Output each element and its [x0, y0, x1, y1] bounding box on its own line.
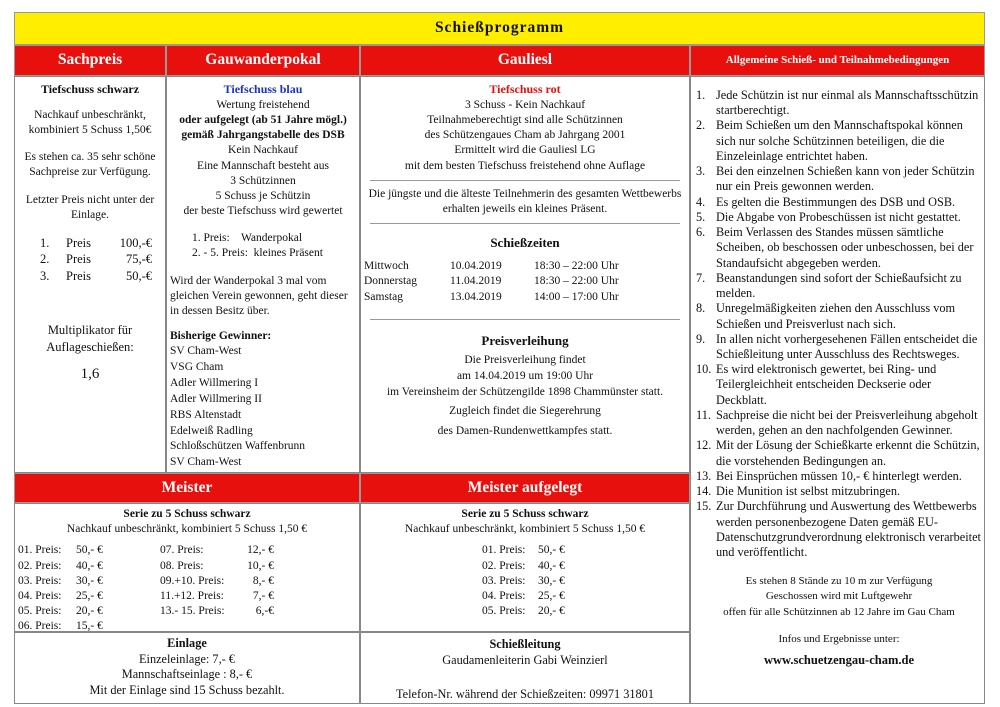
time: 18:30 – 22:00 Uhr [534, 275, 619, 288]
staende-info [696, 574, 982, 620]
rules-content [696, 88, 982, 669]
prize-value: 30,- € [76, 574, 103, 587]
schiesszeit-row [364, 274, 688, 289]
rule-item: 4. Es gelten die Bestimmungen des DSB und OSB. [696, 194, 956, 209]
page-title: Schießprogramm [14, 12, 985, 45]
prize-row [18, 589, 160, 604]
multiplikator-value: 1,6 [80, 366, 100, 383]
prize-row [18, 543, 160, 558]
einlage-line: Mannschaftseinlage : 8,- € [121, 667, 253, 682]
prize-value: 15,- € [76, 620, 103, 633]
rule-item: 8. Unregelmäßigkeiten ziehen den Ausschluss vom Schießen und Preisverlust nach sich. [696, 301, 982, 331]
prize-row [160, 543, 320, 558]
gauwanderpokal-prize-2: 2. - 5. Preis: kleines Präsent [192, 247, 323, 260]
winner-item: VSG Cham [170, 361, 224, 374]
day: Donnerstag [364, 275, 418, 288]
prize-label: 03. Preis: [482, 574, 526, 587]
prize-row [160, 559, 320, 574]
sachpreis-prizes [16, 235, 164, 285]
rules-list [696, 88, 982, 560]
winners-heading: Bisherige Gewinner: [170, 330, 272, 343]
prize-row [160, 574, 320, 589]
preis-line: Die Preisverleihung findet [464, 353, 586, 366]
prize-label: 07. Preis: [160, 544, 204, 557]
prize-value: 25,- € [76, 589, 103, 602]
prize-row [40, 251, 164, 268]
staende-line: offen für alle Schützinnen ab 12 Jahre im Gau Cham [723, 605, 955, 618]
rule-text: Zur Durchführung und Auswertung des Wettbewerbs werden personenbezogene Daten gemäß EU-Datenschutzgrundverordnung elektronisch verarbeitet und veröffentlicht. [716, 499, 981, 560]
rule-text: Mit der Lösung der Schießkarte erkennt die Schützin, die vorstehenden Bedingungen an. [716, 438, 980, 468]
multiplikator-label: Multiplikator für Auflageschießen: [46, 323, 134, 354]
rule-item: 3. Bei den einzelnen Schießen kann von jeder Schützin nur ein Preis gewonnen werden. [696, 164, 982, 194]
prize-number: 1. [40, 235, 50, 250]
prize-row [160, 604, 320, 619]
schiesszeiten-heading: Schießzeiten [490, 235, 560, 251]
rule-item: 5. Die Abgabe von Probeschüssen ist nicht gestattet. [696, 209, 961, 224]
rule-item: 1. Jede Schützin ist nur einmal als Mannschaftsschützin startberechtigt. [696, 88, 982, 118]
prize-value: 40,- € [538, 559, 565, 572]
rule-item: 10. Es wird elektronisch gewertet, bei Ring- und Teilergleichheit entscheiden Deckserie oder Deckblatt. [696, 362, 982, 408]
winner-item: Adler Willmering I [170, 376, 259, 389]
staende-line: Es stehen 8 Stände zu 10 m zur Verfügung [745, 575, 933, 588]
website-link[interactable]: www.schuetzengau-cham.de [764, 653, 914, 668]
rule-text: Es gelten die Bestimmungen des DSB und OSB. [716, 194, 956, 209]
prize-label: 06. Preis: [18, 620, 62, 633]
prize-label: Preis [66, 235, 91, 250]
schiesszeit-row [364, 290, 688, 305]
sachpreis-text-1: Nachkauf unbeschränkt, kombiniert 5 Schuss 1,50€ [28, 108, 152, 136]
prize-value: 100,-€ [119, 235, 152, 250]
meister-aufgelegt-heading: Serie zu 5 Schuss schwarz [461, 508, 589, 520]
schiesszeiten-table [362, 259, 688, 305]
rule-text: Beanstandungen sind sofort der Schießaufsicht zu melden. [716, 270, 962, 301]
header-bedingungen: Allgemeine Schieß- und Teilnahmebedingungen [690, 45, 985, 76]
prize-label: 02. Preis: [482, 559, 526, 572]
gauliesl-line-3: des Schützengaues Cham ab Jahrgang 2001 [424, 129, 626, 142]
schiessleitung-line: Gaudamenleiterin Gabi Weinzierl [442, 653, 608, 668]
gauwanderpokal-note: Wird der Wanderpokal 3 mal vom gleichen Verein gewonnen, geht dieser in dessen Besitz über. [170, 274, 348, 317]
sachpreis-text-2: Es stehen ca. 35 sehr schöne Sachpreise zur Verfügung. [24, 151, 156, 179]
einlage-content [16, 636, 358, 699]
staende-line: Geschossen wird mit Luftgewehr [765, 590, 913, 603]
divider [370, 180, 680, 181]
prize-value: 8,- € [252, 574, 274, 587]
prize-value: 50,- € [538, 544, 565, 557]
schiessleitung-phone: Telefon-Nr. während der Schießzeiten: 09971 31801 [396, 687, 654, 702]
prize-value: 50,-€ [125, 268, 152, 283]
einlage-heading: Einlage [167, 636, 207, 650]
meister-content [16, 507, 358, 634]
rule-text: Unregelmäßigkeiten ziehen den Ausschluss vom Schießen und Preisverlust nach sich. [716, 301, 956, 331]
prize-label: 01. Preis: [18, 544, 62, 557]
prize-label: 11.+12. Preis: [160, 589, 224, 602]
meister-prizes-left [16, 543, 160, 634]
prize-value: 20,- € [538, 605, 565, 618]
rule-item: 14. Die Munition ist selbst mitzubringen. [696, 484, 901, 499]
prize-row [482, 574, 688, 589]
preis-line: im Vereinsheim der Schützengilde 1898 Chammünster statt. [386, 385, 664, 398]
rule-text: Es wird elektronisch gewertet, bei Ring- und Teilergleichheit entscheiden Deckserie oder Deckblatt. [716, 362, 937, 407]
gauwanderpokal-line-6: 3 Schützinnen [230, 174, 296, 187]
rule-text: Beim Verlassen des Standes müssen sämtliche Scheiben, ob beschossen oder unbeschossen, bei der Standaufsicht abgegeben werden. [716, 225, 974, 270]
meister-aufgelegt-content [362, 507, 688, 619]
schiessleitung-heading: Schießleitung [489, 637, 561, 651]
divider [370, 223, 680, 224]
prize-row [482, 589, 688, 604]
winner-item: SV Cham-West [170, 456, 242, 469]
header-meister: Meister [14, 473, 360, 503]
meister-prizes [16, 543, 358, 634]
winner-item: Edelweiß Radling [170, 424, 253, 437]
prize-label: 03. Preis: [18, 574, 62, 587]
prize-label: 04. Preis: [18, 589, 62, 602]
prize-value: 40,- € [76, 559, 103, 572]
prize-label: 13.- 15. Preis: [160, 605, 225, 618]
meister-sub: Nachkauf unbeschränkt, kombiniert 5 Schuss 1,50 € [66, 523, 308, 536]
rule-item: 12. Mit der Lösung der Schießkarte erkennt die Schützin, die vorstehenden Bedingungen an. [696, 438, 982, 468]
header-sachpreis: Sachpreis [14, 45, 166, 76]
prize-label: 02. Preis: [18, 559, 62, 572]
preis-line: Zugleich findet die Siegerehrung [449, 405, 601, 418]
einlage-line: Einzeleinlage: 7,- € [139, 651, 235, 666]
prize-value: 7,- € [252, 589, 274, 602]
rule-text: Bei den einzelnen Schießen kann von jeder Schützin nur ein Preis gewonnen werden. [716, 164, 975, 194]
meister-heading: Serie zu 5 Schuss schwarz [123, 508, 251, 520]
preis-line: am 14.04.2019 um 19:00 Uhr [456, 369, 594, 382]
schiessleitung-content [362, 636, 688, 703]
prize-label: 04. Preis: [482, 589, 526, 602]
prize-number: 2. [40, 252, 50, 267]
date: 13.04.2019 [450, 290, 502, 303]
gauwanderpokal-line-8: der beste Tiefschuss wird gewertet [183, 205, 343, 218]
prize-row [18, 574, 160, 589]
prize-label: 09.+10. Preis: [160, 574, 225, 587]
winner-item: Schloßschützen Waffenbrunn [170, 440, 306, 453]
prize-label: 08. Preis: [160, 559, 204, 572]
gauwanderpokal-line-5: Eine Mannschaft besteht aus [197, 159, 329, 172]
gauliesl-note: Die jüngste und die älteste Teilnehmerin des gesamten Wettbewerbs erhalten jeweils ein kleines Präsent. [368, 187, 682, 215]
prize-value: 30,- € [538, 574, 565, 587]
gauwanderpokal-line-2: oder aufgelegt (ab 51 Jahre mögl.) [179, 114, 347, 126]
meister-aufgelegt-sub: Nachkauf unbeschränkt, kombiniert 5 Schuss 1,50 € [404, 523, 646, 536]
prize-row [18, 559, 160, 574]
day: Mittwoch [364, 260, 409, 273]
gauwanderpokal-prize-1: 1. Preis: Wanderpokal [192, 232, 303, 245]
sachpreis-text-3: Letzter Preis nicht unter der Einlage. [25, 193, 155, 221]
rule-item: 6. Beim Verlassen des Standes müssen sämtliche Scheiben, ob beschossen oder unbeschossen, bei der Standaufsicht abgegeben werden. [696, 225, 982, 271]
header-gauliesl: Gauliesl [360, 45, 690, 76]
divider [370, 319, 680, 320]
prize-value: 50,- € [76, 544, 103, 557]
gauliesl-line-1: 3 Schuss - Kein Nachkauf [464, 98, 586, 111]
rule-item: 15. Zur Durchführung und Auswertung des Wettbewerbs werden personenbezogene Daten gemäß EU-Datenschutzgrundverordnung elektronisch verarbeitet und veröffentlicht. [696, 499, 981, 560]
gauwanderpokal-heading: Tiefschuss blau [223, 82, 303, 96]
time: 14:00 – 17:00 Uhr [534, 290, 619, 303]
sachpreis-content [16, 82, 164, 385]
rule-item: 13. Bei Einsprüchen müssen 10,- € hinterlegt werden. [696, 468, 962, 483]
schiesszeit-row [364, 259, 688, 274]
prize-value: 6,-€ [255, 605, 274, 618]
winner-item: Adler Willmering II [170, 392, 262, 405]
rule-text: Bei Einsprüchen müssen 10,- € hinterlegt werden. [716, 468, 962, 483]
date: 11.04.2019 [450, 275, 502, 288]
prize-label: 01. Preis: [482, 544, 526, 557]
rule-text: Die Abgabe von Probeschüssen ist nicht gestattet. [716, 209, 961, 224]
rule-text: Jede Schützin ist nur einmal als Mannschaftsschützin startberechtigt. [716, 88, 979, 118]
prize-row [40, 268, 164, 285]
gauliesl-line-4: Ermittelt wird die Gauliesl LG [454, 144, 596, 157]
rule-text: Beim Schießen um den Mannschaftspokal können sich nur solche Schützinnen beteiligen, die die Einzeleinlage entrichtet haben. [716, 118, 963, 163]
prize-value: 20,- € [76, 605, 103, 618]
prize-label: 05. Preis: [482, 605, 526, 618]
rule-item: 11. Sachpreise die nicht bei der Preisverleihung abgeholt werden, gehen an den nachfolgenden Gewinner. [696, 408, 982, 438]
preis-line: des Damen-Rundenwettkampfes statt. [437, 425, 613, 438]
infos-label: Infos und Ergebnisse unter: [778, 632, 900, 645]
rule-item: 2. Beim Schießen um den Mannschaftspokal können sich nur solche Schützinnen beteiligen, die die Einzeleinlage entrichtet haben. [696, 118, 982, 164]
preisverleihung-heading: Preisverleihung [481, 332, 569, 348]
prize-row [482, 559, 688, 574]
prize-row [40, 235, 164, 252]
prize-value: 75,-€ [125, 252, 152, 267]
winners-list [168, 344, 358, 471]
gauliesl-content [362, 82, 688, 440]
prize-row [18, 604, 160, 619]
rule-text: Sachpreise die nicht bei der Preisverleihung abgeholt werden, gehen an den nachfolgenden Gewinner. [716, 407, 978, 438]
prize-number: 3. [40, 268, 50, 283]
prize-row [482, 543, 688, 558]
winner-item: SV Cham-West [170, 345, 242, 358]
prize-value: 10,- € [247, 559, 274, 572]
gauwanderpokal-line-4: Kein Nachkauf [228, 144, 298, 157]
winner-item: RBS Altenstadt [170, 408, 242, 421]
gauliesl-heading: Tiefschuss rot [489, 82, 561, 96]
time: 18:30 – 22:00 Uhr [534, 260, 619, 273]
gauliesl-line-5: mit dem besten Tiefschuss freistehend ohne Auflage [404, 159, 646, 172]
prize-label: 05. Preis: [18, 605, 62, 618]
rule-text: Die Munition ist selbst mitzubringen. [716, 484, 901, 499]
prize-value: 25,- € [538, 589, 565, 602]
sachpreis-heading: Tiefschuss schwarz [40, 82, 140, 96]
meister-aufgelegt-prizes [362, 543, 688, 619]
preisverleihung-text [362, 353, 688, 440]
rule-item: 7. Beanstandungen sind sofort der Schießaufsicht zu melden. [696, 271, 982, 301]
gauwanderpokal-line-1: Wertung freistehend [216, 98, 310, 111]
header-gauwanderpokal: Gauwanderpokal [166, 45, 360, 76]
gauwanderpokal-line-7: 5 Schuss je Schützin [215, 189, 311, 202]
einlage-line: Mit der Einlage sind 15 Schuss bezahlt. [89, 683, 285, 698]
gauliesl-line-2: Teilnahmeberechtigt sind alle Schützinnen [427, 114, 623, 126]
day: Samstag [364, 290, 403, 303]
prize-label: Preis [66, 252, 91, 267]
rule-text: In allen nicht vorhergesehenen Fällen entscheidet die Schießleitung unter Ausschluss des Rechtsweges. [716, 331, 978, 361]
meister-prizes-right [160, 543, 320, 634]
prize-row [482, 604, 688, 619]
gauwanderpokal-line-3: gemäß Jahrgangstabelle des DSB [181, 129, 345, 142]
header-meister-aufgelegt: Meister aufgelegt [360, 473, 690, 503]
rule-item: 9. In allen nicht vorhergesehenen Fällen entscheidet die Schießleitung unter Ausschluss des Rechtsweges. [696, 332, 982, 362]
prize-label: Preis [66, 268, 91, 283]
prize-value: 12,- € [247, 544, 274, 557]
date: 10.04.2019 [450, 260, 502, 273]
gauwanderpokal-content [168, 82, 358, 471]
prize-row [160, 589, 320, 604]
